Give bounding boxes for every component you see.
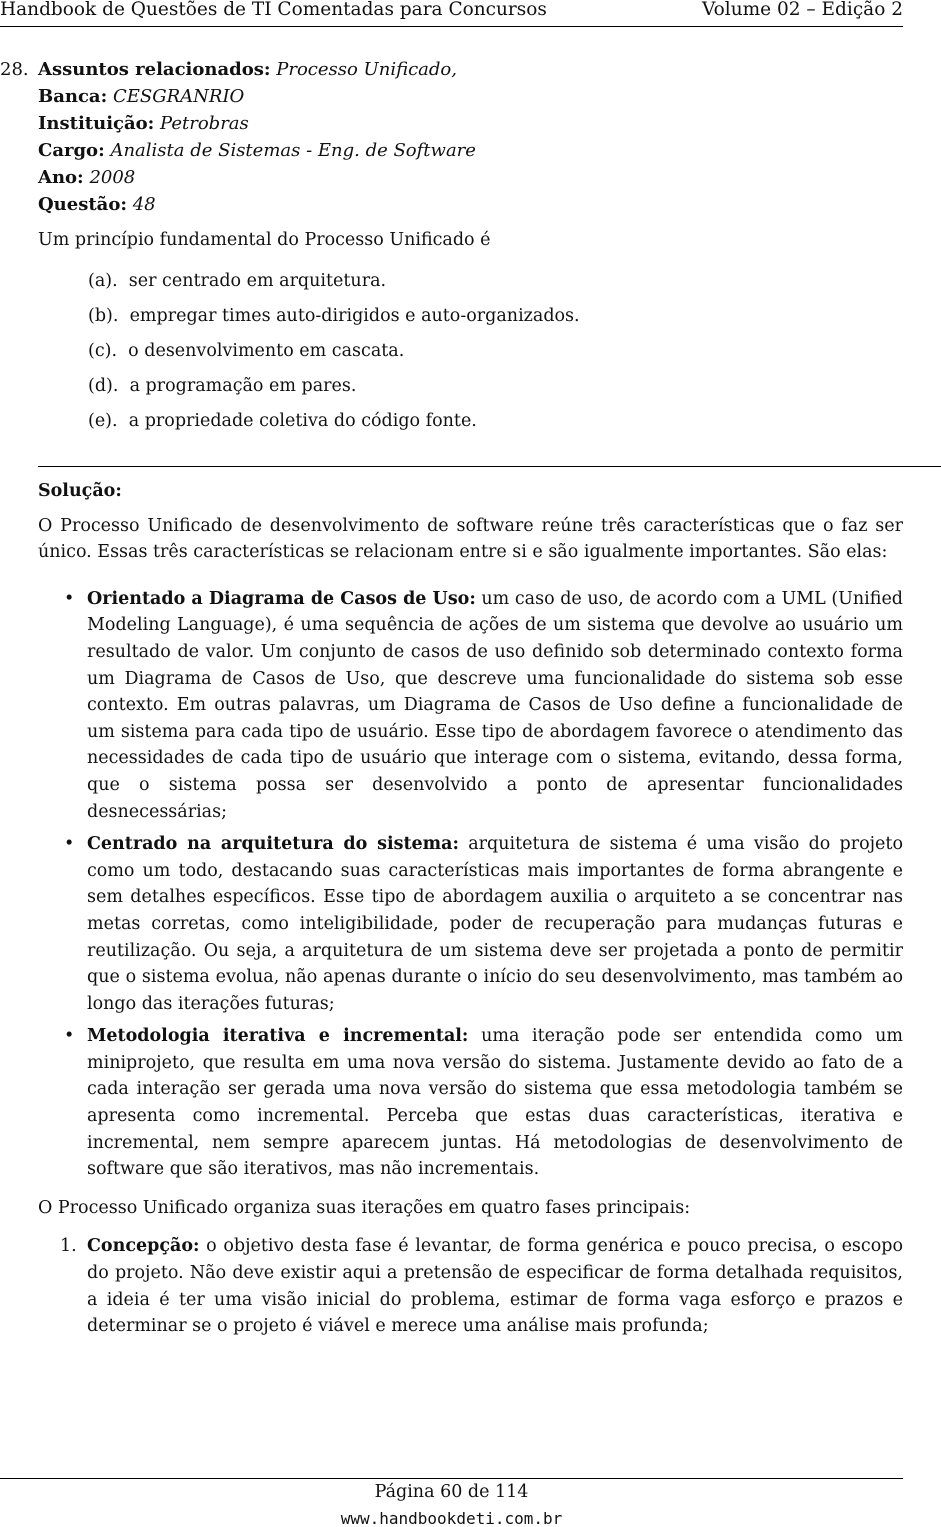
field-label: Cargo: — [38, 140, 105, 161]
footer-url[interactable]: www.handbookdeti.com.br — [340, 1509, 563, 1527]
field-value: Analista de Sistemas - Eng. de Software — [110, 140, 476, 161]
header-volume: Volume 02 – Edição 2 — [702, 0, 903, 20]
option-c: (c). o desenvolvimento em cascata. — [88, 341, 405, 361]
field-label: Banca: — [38, 86, 108, 107]
field-label: Questão: — [38, 194, 127, 215]
option-b: (b). empregar times auto-dirigidos e auto-organizados. — [88, 306, 580, 326]
question-metadata — [0, 56, 476, 218]
phases-list — [38, 1233, 903, 1339]
option-e: (e). a propriedade coletiva do código fonte. — [88, 411, 477, 431]
solution-rule — [38, 466, 941, 467]
list-item: • Orientado a Diagrama de Casos de Uso: um caso de uso, de acordo com a UML (Unified Modeling Language), é uma sequência de ações de um sistema que devolve ao usuário um resultado de valor. Um conjunto de casos de uso definido sob determinado contexto forma um Diagrama de Casos de Uso, que descreve uma funcionalidade do sistema sob esse contexto. Em outras palavras, um Diagrama de Casos de Uso define a funcionalidade de um sistema para cada tipo de usuário. Esse tipo de abordagem favorece o atendimento das necessidades de cada tipo de usuário que interage com o sistema, evitando, dessa forma, que o sistema possa ser desenvolvido a ponto de apresentar funcionalidades desnecessárias; — [38, 586, 903, 825]
field-value: Petrobras — [160, 113, 249, 134]
field-value: 2008 — [89, 167, 136, 188]
field-value: Processo Unificado, — [276, 59, 457, 80]
option-a: (a). ser centrado em arquitetura. — [88, 271, 387, 291]
footer-rule — [0, 1478, 903, 1479]
field-value: 48 — [132, 194, 156, 215]
field-value: CESGRANRIO — [112, 86, 245, 107]
field-label: Ano: — [38, 167, 84, 188]
question-stem: Um princípio fundamental do Processo Unificado é — [38, 230, 491, 250]
solution-intro: O Processo Unificado de desenvolvimento de software reúne três características que o faz ser único. Essas três características se relacionam entre si e são igualmente importantes. São elas: — [38, 515, 903, 563]
field-label: Assuntos relacionados: — [38, 59, 271, 80]
solution-section — [38, 478, 903, 1340]
list-item: • Centrado na arquitetura do sistema: arquitetura de sistema é uma visão do projeto como um todo, destacando suas características mais importantes de forma abrangente e sem detalhes específicos. Esse tipo de abordagem auxilia o arquiteto a se concentrar nas metas corretas, como inteligibilidade, poder de recuperação para mudanças futuras e reutilização. Ou seja, a arquitetura de um sistema deve ser projetada a ponto de permitir que o sistema evolua, não apenas durante o início do seu desenvolvimento, mas também ao longo das iterações futuras; — [38, 831, 903, 1017]
option-d: (d). a programação em pares. — [88, 376, 357, 396]
header-title: Handbook de Questões de TI Comentadas para Concursos — [0, 0, 547, 20]
running-header — [0, 0, 903, 20]
list-item: • Metodologia iterativa e incremental: uma iteração pode ser entendida como um miniprojeto, que resulta em uma nova versão do sistema. Justamente devido ao fato de a cada interação ser gerada uma nova versão do sistema que essa metodologia também se apresenta como incremental. Perceba que estas duas características, iterativa e incremental, nem sempre aparecem juntas. Há metodologias de desenvolvimento de software que são iterativos, mas não incrementais. — [38, 1023, 903, 1183]
characteristics-list — [38, 586, 903, 1183]
field-label: Instituição: — [38, 113, 155, 134]
solution-title: Solução: — [38, 481, 122, 501]
list-item: 1. Concepção: o objetivo desta fase é levantar, de forma genérica e pouco precisa, o escopo do projeto. Não deve existir aqui a pretensão de especificar de forma detalhada requisitos, a ideia é ter uma visão inicial do problema, estimar de forma vaga esforço e prazos e determinar se o projeto é viável e merece uma análise mais profunda; — [60, 1236, 903, 1337]
answer-options — [88, 264, 580, 439]
page-number: Página 60 de 114 — [374, 1482, 529, 1502]
question-number: 28. — [0, 59, 29, 80]
phases-intro: O Processo Unificado organiza suas iterações em quatro fases principais: — [38, 1197, 691, 1218]
header-rule — [0, 26, 903, 27]
